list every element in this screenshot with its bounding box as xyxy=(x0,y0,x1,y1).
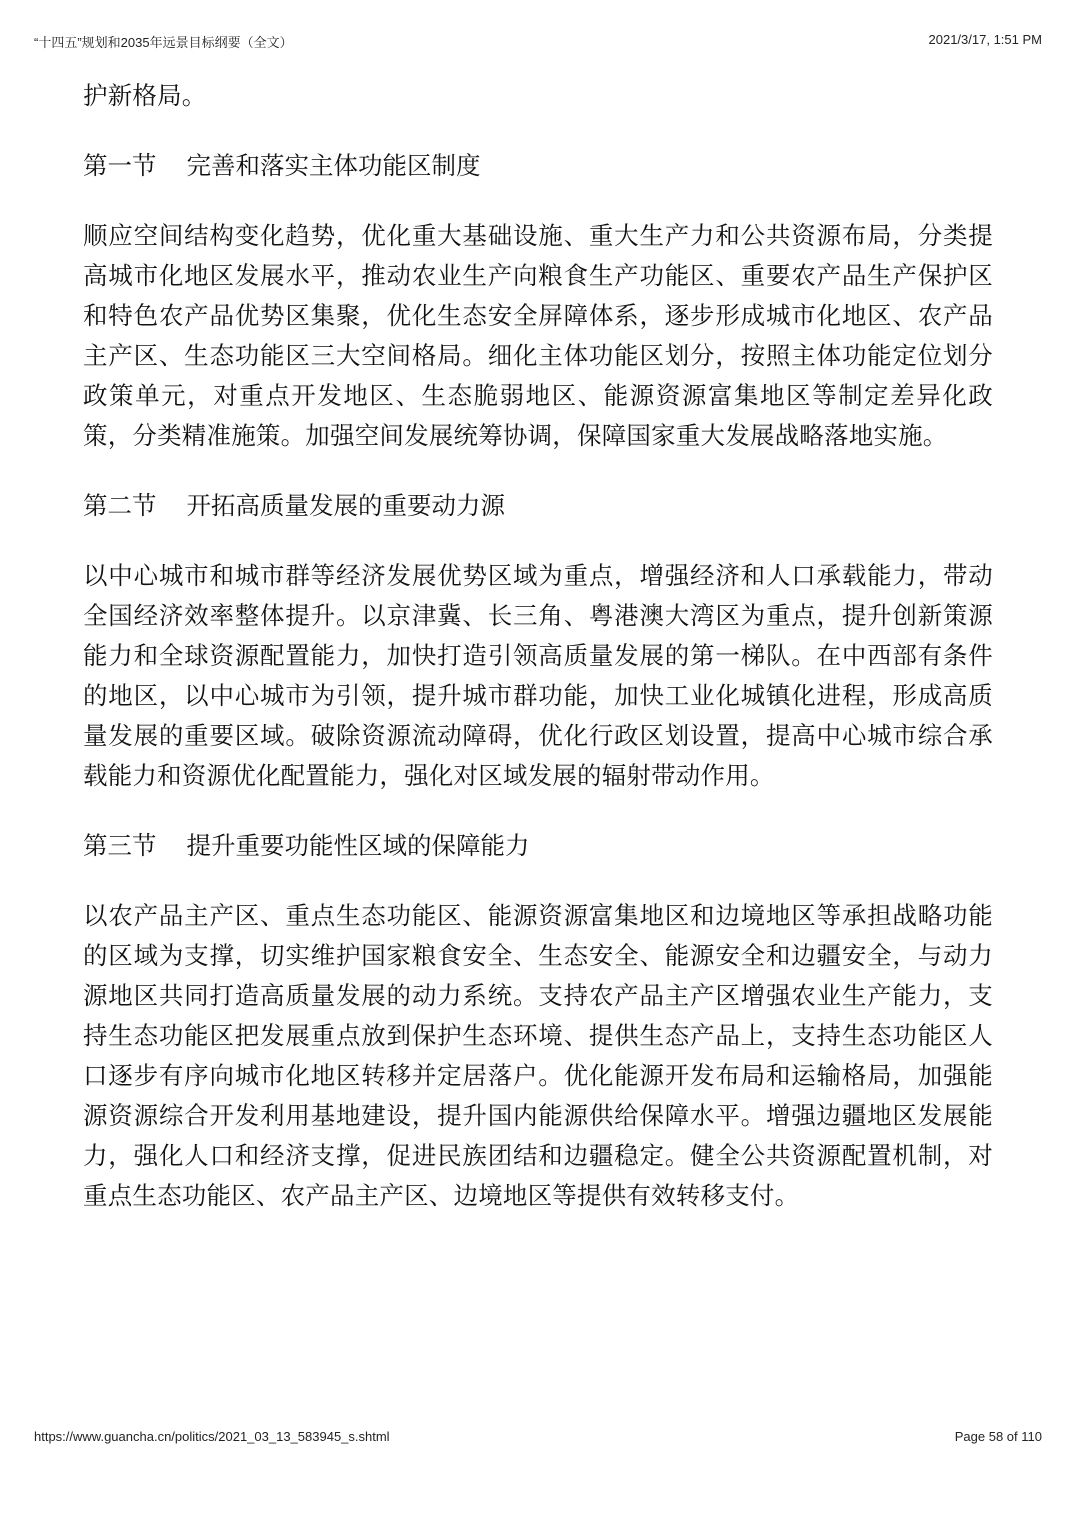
section-1-paragraph: 顺应空间结构变化趋势，优化重大基础设施、重大生产力和公共资源布局，分类提高城市化地区发展水平，推动农业生产向粮食生产功能区、重要农产品生产保护区和特色农产品优势区集聚，优化生态安全屏障体系，逐步形成城市化地区、农产品主产区、生态功能区三大空间格局。细化主体功能区划分，按照主体功能定位划分政策单元，对重点开发地区、生态脆弱地区、能源资源富集地区等制定差异化政策，分类精准施策。加强空间发展统筹协调，保障国家重大发展战略落地实施。 xyxy=(83,221,993,450)
section-3-number: 第三节 xyxy=(83,831,157,860)
section-3-title: 提升重要功能性区域的保障能力 xyxy=(186,831,530,860)
section-1-heading xyxy=(83,146,993,186)
document-body xyxy=(83,76,993,1246)
intro-paragraph: 护新格局。 xyxy=(83,81,207,110)
page-footer xyxy=(34,1429,1042,1444)
page-header xyxy=(34,32,1042,51)
section-2-number: 第二节 xyxy=(83,491,157,520)
section-3-paragraph: 以农产品主产区、重点生态功能区、能源资源富集地区和边境地区等承担战略功能的区域为支撑，切实维护国家粮食安全、生态安全、能源安全和边疆安全，与动力源地区共同打造高质量发展的动力系统。支持农产品主产区增强农业生产能力，支持生态功能区把发展重点放到保护生态环境、提供生态产品上，支持生态功能区人口逐步有序向城市化地区转移并定居落户。优化能源开发布局和运输格局，加强能源资源综合开发利用基地建设，提升国内能源供给保障水平。增强边疆地区发展能力，强化人口和经济支撑，促进民族团结和边疆稳定。健全公共资源配置机制，对重点生态功能区、农产品主产区、边境地区等提供有效转移支付。 xyxy=(83,901,993,1210)
section-2-heading xyxy=(83,486,993,526)
section-2-paragraph: 以中心城市和城市群等经济发展优势区域为重点，增强经济和人口承载能力，带动全国经济效率整体提升。以京津冀、长三角、粤港澳大湾区为重点，提升创新策源能力和全球资源配置能力，加快打造引领高质量发展的第一梯队。在中西部有条件的地区，以中心城市为引领，提升城市群功能，加快工业化城镇化进程，形成高质量发展的重要区域。破除资源流动障碍，优化行政区划设置，提高中心城市综合承载能力和资源优化配置能力，强化对区域发展的辐射带动作用。 xyxy=(83,561,993,790)
print-datetime: 2021/3/17, 1:51 PM xyxy=(928,32,1042,47)
section-2-title: 开拓高质量发展的重要动力源 xyxy=(186,491,505,520)
section-3-heading xyxy=(83,826,993,866)
source-url[interactable]: https://www.guancha.cn/politics/2021_03_13_583945_s.shtml xyxy=(34,1429,390,1444)
page-number: Page 58 of 110 xyxy=(954,1429,1042,1444)
document-title: “十四五”规划和2035年远景目标纲要（全文） xyxy=(34,35,293,50)
section-1-number: 第一节 xyxy=(83,151,157,180)
section-1-title: 完善和落实主体功能区制度 xyxy=(186,151,481,180)
